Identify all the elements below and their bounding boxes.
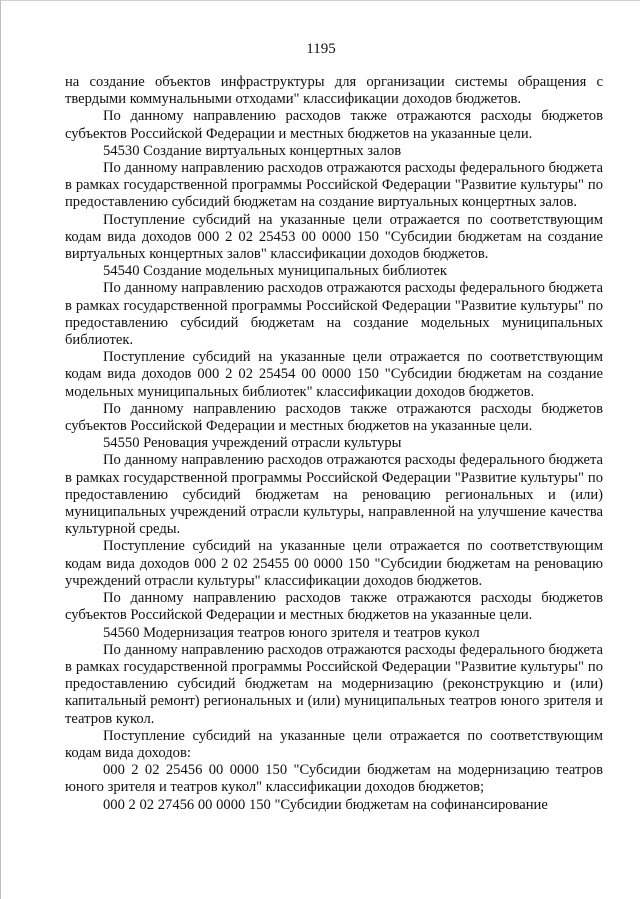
paragraph: По данному направлению расходов также отражаются расходы бюджетов субъектов Российской Федерации и местных бюджетов на указанные цели. [65, 400, 603, 435]
paragraph: По данному направлению расходов отражаются расходы федерального бюджета в рамках государственной программы Российской Федерации "Развитие культуры" по предоставлению субсидий бюджетам на модернизацию (реконструкцию и (или) капитальный ремонт) региональных и (или) муниципальных театров юного зрителя и театров кукол. [65, 641, 603, 727]
paragraph: Поступление субсидий на указанные цели отражается по соответствующим кодам вида доходов 000 2 02 25453 00 0000 150 "Субсидии бюджетам на создание виртуальных концертных залов" классификации доходов бюджетов. [65, 211, 603, 263]
paragraph: По данному направлению расходов также отражаются расходы бюджетов субъектов Российской Федерации и местных бюджетов на указанные цели. [65, 108, 603, 142]
section-heading-54540: 54540 Создание модельных муниципальных библиотек [103, 263, 447, 280]
paragraph: По данному направлению расходов отражаются расходы федерального бюджета в рамках государственной программы Российской Федерации "Развитие культуры" по предоставлению субсидий бюджетам на создание виртуальных концертных залов. [65, 160, 603, 211]
paragraph: По данному направлению расходов также отражаются расходы бюджетов субъектов Российской Федерации и местных бюджетов на указанные цели. [65, 590, 603, 624]
paragraph: По данному направлению расходов отражаются расходы федерального бюджета в рамках государственной программы Российской Федерации "Развитие культуры" по предоставлению субсидий бюджетам на реновацию региональных и (или) муниципальных учреждений отрасли культуры, направленной на улучшение качества культурной среды. [65, 452, 603, 538]
paragraph: 000 2 02 27456 00 0000 150 "Субсидии бюджетам на софинансирование [103, 796, 548, 813]
paragraph: По данному направлению расходов отражаются расходы федерального бюджета в рамках государственной программы Российской Федерации "Развитие культуры" по предоставлению субсидий бюджетам на создание модельных муниципальных библиотек. [65, 280, 603, 349]
section-heading-54530: 54530 Создание виртуальных концертных залов [103, 142, 402, 159]
paragraph: Поступление субсидий на указанные цели отражается по соответствующим кодам вида доходов 000 2 02 25455 00 0000 150 "Субсидии бюджетам на реновацию учреждений отрасли культуры" классификации доходов бюджетов. [65, 538, 603, 589]
paragraph: Поступление субсидий на указанные цели отражается по соответствующим кодам вида доходов: [65, 727, 603, 761]
section-heading-54560: 54560 Модернизация театров юного зрителя и театров кукол [103, 624, 480, 641]
page-number: 1195 [306, 41, 336, 57]
section-heading-54550: 54550 Реновация учреждений отрасли культуры [103, 435, 402, 452]
paragraph-continuation: на создание объектов инфраструктуры для организации системы обращения с твердыми коммунальными отходами" классификации доходов бюджетов. [65, 74, 603, 108]
document-body [65, 74, 603, 814]
paragraph: Поступление субсидий на указанные цели отражается по соответствующим кодам вида доходов 000 2 02 25454 00 0000 150 "Субсидии бюджетам на создание модельных муниципальных библиотек" классификации доходов бюджетов. [65, 349, 603, 400]
paragraph: 000 2 02 25456 00 0000 150 "Субсидии бюджетам на модернизацию театров юного зрителя и театров кукол" классификации доходов бюджетов; [65, 762, 603, 796]
